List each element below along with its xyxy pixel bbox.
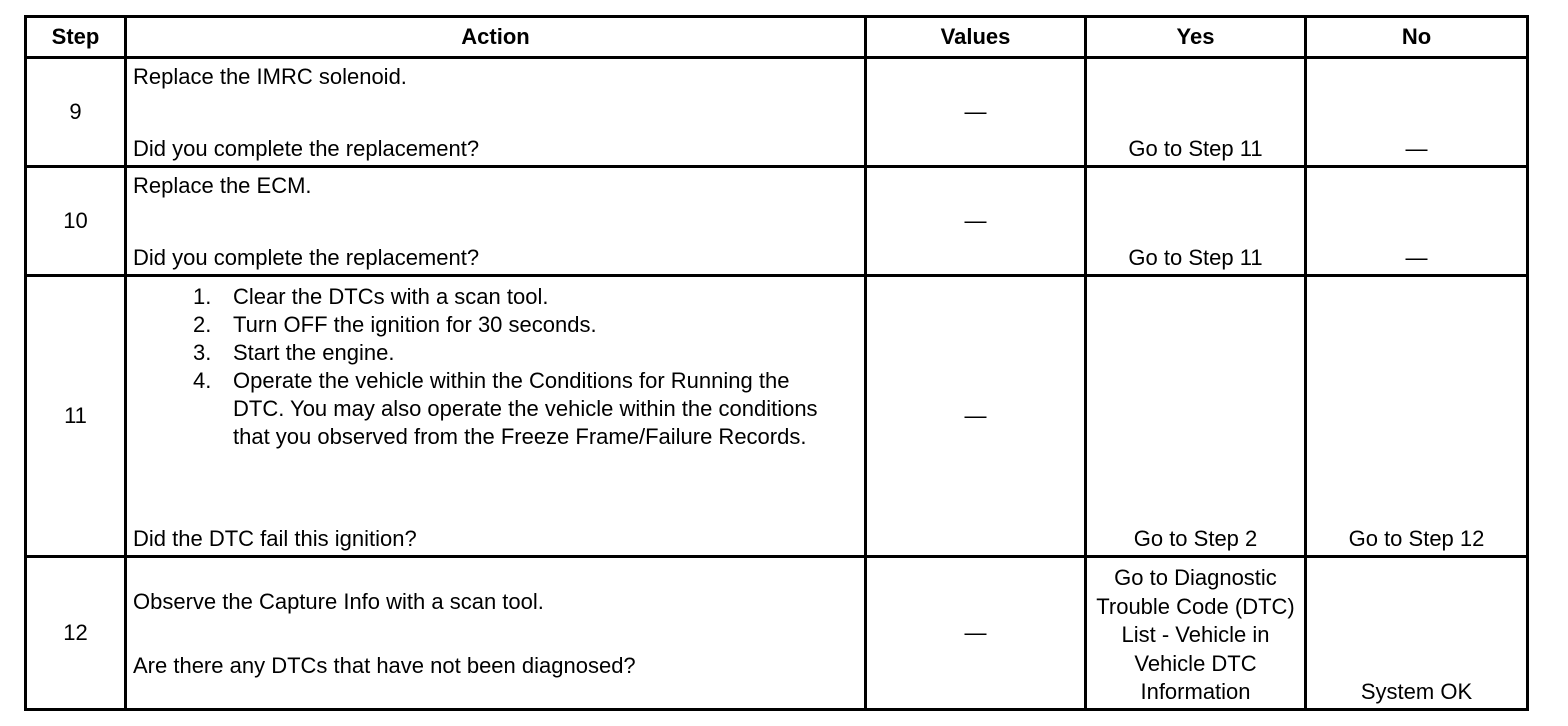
action-text: Observe the Capture Info with a scan tool. (133, 589, 544, 614)
action-cell (126, 557, 866, 710)
no-value: — (1405, 245, 1428, 270)
header-no: No (1306, 17, 1528, 58)
yes-cell (1086, 167, 1306, 276)
step-number: 11 (26, 276, 126, 557)
no-link[interactable]: Go to Step 12 (1348, 526, 1485, 551)
action-question: Did you complete the replacement? (133, 245, 480, 270)
action-question: Are there any DTCs that have not been diagnosed? (133, 653, 636, 678)
no-value: — (1405, 136, 1428, 161)
yes-cell (1086, 276, 1306, 557)
yes-link[interactable]: Go to Step 2 (1133, 526, 1258, 551)
header-row (26, 17, 1528, 58)
values-cell: — (866, 276, 1086, 557)
action-cell (126, 58, 866, 167)
list-item: 4. Operate the vehicle within the Conditions for Running the DTC. You may also operate the vehicle within the conditions that you observed from the Freeze Frame/Failure Records. (193, 368, 818, 449)
step-number: 12 (26, 557, 126, 710)
action-question: Did the DTC fail this ignition? (133, 526, 417, 551)
no-value: System OK (1360, 679, 1473, 704)
action-cell (126, 276, 866, 557)
no-cell (1306, 276, 1528, 557)
action-question: Did you complete the replacement? (133, 136, 480, 161)
table-row (26, 557, 1528, 710)
diagnostic-table (24, 15, 1529, 711)
table-row (26, 58, 1528, 167)
header-action: Action (126, 17, 866, 58)
list-item: 2. Turn OFF the ignition for 30 seconds. (193, 312, 597, 337)
values-cell: — (866, 167, 1086, 276)
action-text: Replace the IMRC solenoid. (133, 64, 407, 89)
no-cell (1306, 167, 1528, 276)
header-values: Values (866, 17, 1086, 58)
table-row (26, 276, 1528, 557)
no-cell (1306, 557, 1528, 710)
yes-link[interactable]: Go to Step 11 (1128, 245, 1263, 270)
action-text: Replace the ECM. (133, 173, 312, 198)
values-cell: — (866, 58, 1086, 167)
yes-cell (1086, 557, 1306, 710)
step-number: 9 (26, 58, 126, 167)
table-row (26, 167, 1528, 276)
action-cell (126, 167, 866, 276)
yes-cell (1086, 58, 1306, 167)
step-number: 10 (26, 167, 126, 276)
yes-link[interactable]: Go to Diagnostic Trouble Code (DTC) List - Vehicle in Vehicle DTC Information (1096, 565, 1295, 705)
values-cell: — (866, 557, 1086, 710)
yes-link[interactable]: Go to Step 11 (1128, 136, 1263, 161)
header-yes: Yes (1086, 17, 1306, 58)
list-item: 3. Start the engine. (193, 340, 395, 365)
header-step: Step (26, 17, 126, 58)
no-cell (1306, 58, 1528, 167)
list-item: 1. Clear the DTCs with a scan tool. (193, 284, 549, 309)
action-steps-list (133, 283, 858, 451)
